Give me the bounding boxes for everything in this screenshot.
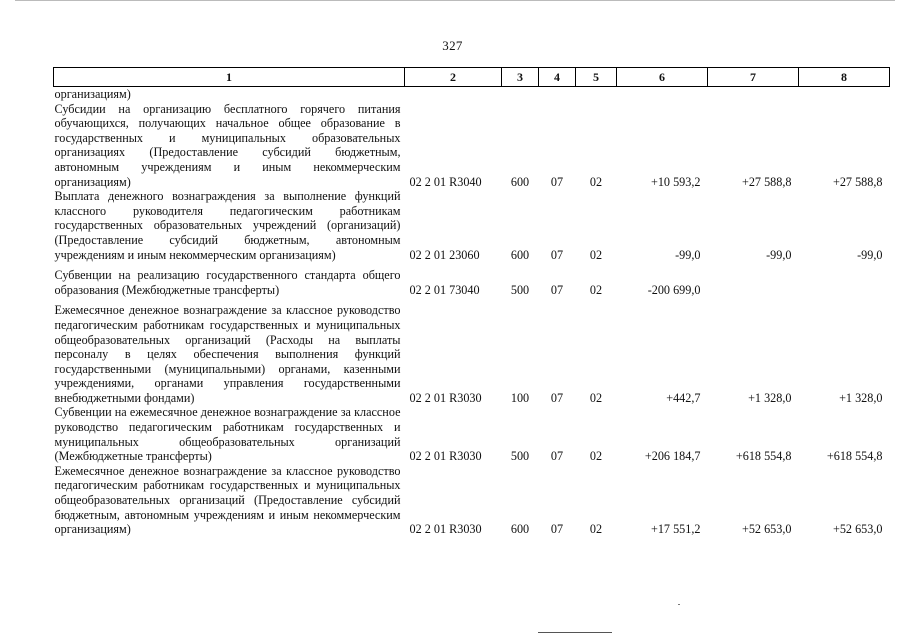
- budget-table: [53, 67, 890, 537]
- header-cell-5: 5: [576, 68, 617, 87]
- row-description: Ежемесячное денежное вознаграждение за классное руководство педагогическим работникам государственных и муниципальных общеобразовательных организаций (Предоставление субсидий бюджетным, автономным учреждениям и иным некоммерческим организациям): [54, 463, 401, 537]
- row-pr: 02: [589, 522, 603, 537]
- row-pr: 02: [589, 282, 603, 297]
- header-cell-7: 7: [708, 68, 799, 87]
- continuation-row: [54, 87, 890, 102]
- header-cell-3: 3: [502, 68, 539, 87]
- row-value-7: +618 554,8: [735, 449, 792, 464]
- header-cell-1: 1: [54, 68, 405, 87]
- row-value-7: [708, 262, 799, 297]
- row-description: Субсидии на организацию бесплатного горячего питания обучающихся, получающих начальное общее образование в государственных и муниципальных образовательных организациях (Предоставление субсидий бюджетным, автономным учреждениям и иным некоммерческим организациям): [54, 101, 401, 189]
- row-pr: 02: [589, 390, 603, 405]
- row-rz: 07: [550, 282, 564, 297]
- row-value-7: +1 328,0: [748, 390, 792, 405]
- page-number: 327: [442, 38, 463, 53]
- row-vr: 600: [510, 174, 530, 189]
- row-rz: 07: [550, 247, 564, 262]
- row-value-8: -99,0: [857, 247, 883, 262]
- row-value-8: +27 588,8: [832, 174, 883, 189]
- table-row: [54, 405, 890, 463]
- row-value-7: +52 653,0: [741, 522, 792, 537]
- row-value-8: [799, 262, 890, 297]
- row-rz: 07: [550, 522, 564, 537]
- table-row: [54, 189, 890, 262]
- row-value-7: -99,0: [766, 247, 792, 262]
- row-value-6: +206 184,7: [644, 449, 701, 464]
- row-vr: 500: [510, 449, 530, 464]
- row-value-6: +17 551,2: [650, 522, 701, 537]
- row-pr: 02: [589, 247, 603, 262]
- row-description: Субвенции на ежемесячное денежное вознаграждение за классное руководство педагогическим работникам государственных и муниципальных общеобразовательных организаций (Межбюджетные трансферты): [54, 405, 401, 464]
- header-cell-4: 4: [539, 68, 576, 87]
- row-value-8: +618 554,8: [826, 449, 883, 464]
- row-code: 02 2 01 73040: [409, 282, 480, 297]
- top-edge-rule: [15, 0, 895, 1]
- row-value-7: +27 588,8: [741, 174, 792, 189]
- row-rz: 07: [550, 390, 564, 405]
- continuation-text: организациям): [54, 87, 131, 101]
- row-value-8: +1 328,0: [839, 390, 883, 405]
- row-code: 02 2 01 R3040: [409, 174, 482, 189]
- table-row: [54, 102, 890, 190]
- row-code: 02 2 01 R3030: [409, 522, 482, 537]
- table-row: [54, 464, 890, 537]
- table-row: [54, 297, 890, 405]
- row-description: Ежемесячное денежное вознаграждение за классное руководство педагогическим работникам государственных и муниципальных общеобразовательных организаций (Расходы на выплаты персоналу в целях обеспечения выполнения функций государственными (муниципальными) органами, казенными учреждениями, органами управления государственными внебюджетными фондами): [54, 303, 401, 405]
- row-description: Выплата денежного вознаграждения за выполнение функций классного руководителя педагогическим работникам государственных образовательных учреждений (организаций) (Предоставление субсидий бюджетным, автономным учреждениям и иным некоммерческим организациям): [54, 189, 401, 262]
- row-value-6: +442,7: [666, 390, 701, 405]
- row-value-6: +10 593,2: [650, 174, 701, 189]
- row-rz: 07: [550, 174, 564, 189]
- header-cell-2: 2: [405, 68, 502, 87]
- row-description: Субвенции на реализацию государственного стандарта общего образования (Межбюджетные трансферты): [54, 268, 401, 297]
- row-pr: 02: [589, 174, 603, 189]
- row-code: 02 2 01 R3030: [409, 449, 482, 464]
- header-cell-6: 6: [617, 68, 708, 87]
- header-row: [54, 68, 890, 87]
- row-vr: 600: [510, 522, 530, 537]
- row-code: 02 2 01 23060: [409, 247, 480, 262]
- row-value-8: +52 653,0: [832, 522, 883, 537]
- row-vr: 500: [510, 282, 530, 297]
- table-row: [54, 262, 890, 297]
- row-value-6: -200 699,0: [647, 282, 701, 297]
- bottom-edge-rule: [538, 632, 612, 633]
- row-pr: 02: [589, 449, 603, 464]
- row-vr: 600: [510, 247, 530, 262]
- header-cell-8: 8: [799, 68, 890, 87]
- row-rz: 07: [550, 449, 564, 464]
- row-value-6: -99,0: [675, 247, 701, 262]
- scan-speck: [678, 604, 680, 605]
- row-code: 02 2 01 R3030: [409, 390, 482, 405]
- row-vr: 100: [510, 390, 530, 405]
